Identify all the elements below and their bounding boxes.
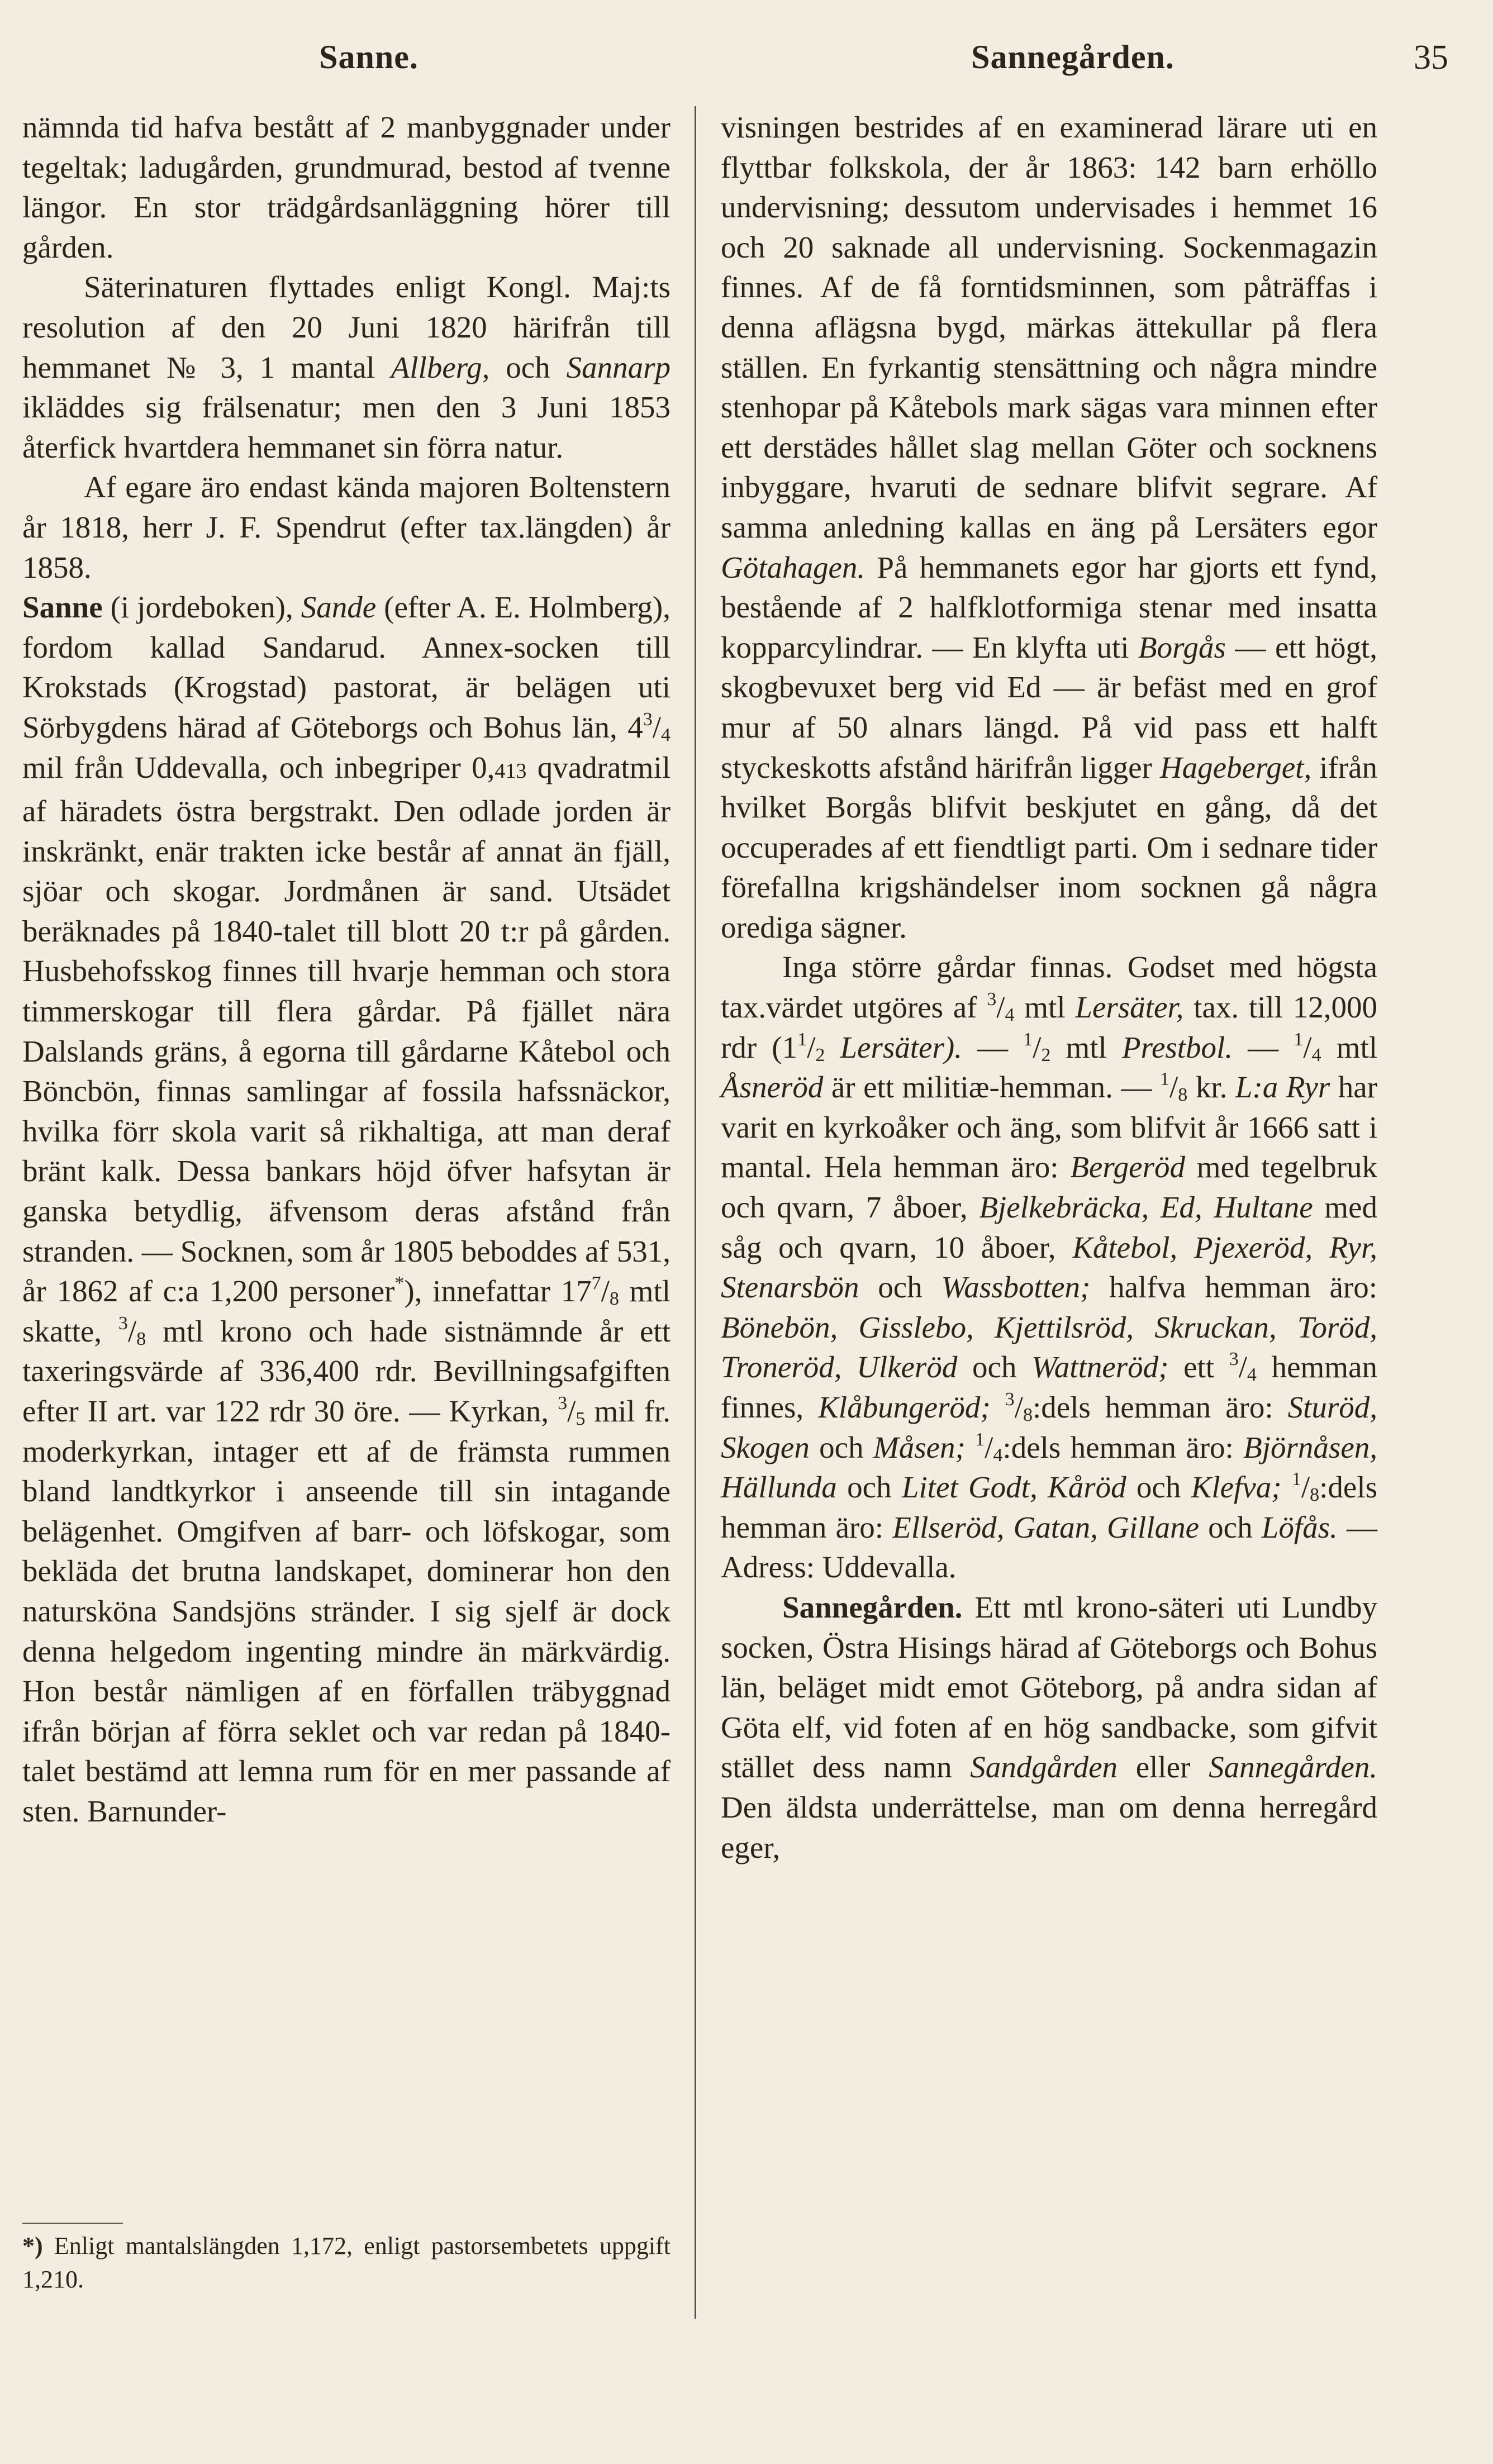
entry-sanne: Sanne (i jordeboken), Sande (efter A. E. Holmberg), fordom kallad Sandarud. Annex-socken till Krokstads (Krogstad) pastorat, är belägen uti Sörbygdens härad af Göteborgs och Bohus län, $4^3/_4$ mil från Uddevalla, och inbegriper 0,413 qvadratmil af häradets östra bergstrakt. Den odlade jorden är inskränkt, enär trakten icke består af annat än fjäll, sjöar och skogar. Jordmånen är sand. Utsädet beräknades på 1840-talet till blott 20 t:r på gården. Husbehofsskog finnes till hvarje hemman och stora timmerskogar till flera gårdar. På fjället nära Dalslands gräns, å egorna till gårdarne Kåtebol och Böncbön, finnas samlingar af fossila hafssnäckor, hvilka förr skola varit så rikhaltiga, att man deraf bränt kalk. Dessa bankars höjd öfver hafsytan är ganska betydlig, äfvensom deras afstånd från stranden. — Socknen, som år 1805 beboddes af 531, år 1862 af c:a 1,200 personer*), innefattar $17^7/_8$ mtl skatte, $^3/_8$ mtl krono och hade sistnämnde år ett taxeringsvärde af 336,400 rdr. Bevillningsafgiften efter II art. var 122 rdr 30 öre. — Kyrkan, $^3/_5$ mil fr. moderkyrkan, intager ett af de främsta rummen bland landtkyrkor i anseende till sin intagande belägenhet. Omgifven af barr- och löfskogar, som bekläda det brutna landskapet, dominerar hon den naturskönа Sandsjöns stränder. I sig sjelf är dock denna helgedom ingenting mindre än märkvärdig. Hon består nämligen af en förfallen träbyggnad ifrån början af förra seklet och var redan på 1840-talet bestämd att lemna rum för en mer passande af sten. Barnunder-: [22, 590, 671, 1828]
left-running-title: Sanne.: [319, 39, 419, 75]
footnote-marker: *: [394, 1273, 405, 1294]
running-header: [22, 32, 1471, 83]
right-column: [721, 107, 1377, 1867]
paragraph: Inga större gårdar finnas. Godset med högsta tax.värdet utgöres af $^3/_4$ mtl Lersäter, tax. till 12,000 rdr ($1^1/_2$ Lersäter). — $^1/_2$ mtl Prestbol. — $^1/_4$ mtl Åsneröd är ett militiæ-hemman. — $^1/_8$ kr. L:a Ryr har varit en kyrkoåker och äng, som blifvit år 1666 satt i mantal. Hela hemman äro: Bergeröd med tegelbruk och qvarn, 7 åboer, Bjelkebräcka, Ed, Hultane med såg och qvarn, 10 åboer, Kåtebol, Pjexeröd, Ryr, Stenarsbön och Wassbotten; halfva hemman äro: Bönebön, Gisslebo, Kjettilsröd, Skruckan, Toröd, Troneröd, Ulkeröd och Wattneröd; ett $^3/_4$ hemman finnes, Klåbungeröd; $^3/_8:dels$ hemman äro: Sturöd, Skogen och Måsen; $^1/_4:dels$ hemman äro: Björnåsen, Hällunda och Litet Godt, Kåröd och Klefva; $^1/_8:dels$ hemman äro: Ellseröd, Gatan, Gillane och Löfås. — Adress: Uddevalla.: [721, 950, 1378, 1585]
footnote-rule: [22, 2223, 123, 2224]
paragraph: Af egare äro endast kända majoren Boltenstern år 1818, herr J. F. Spendrut (efter tax.längden) år 1858.: [22, 470, 671, 584]
entry-heading: Sanne: [22, 590, 103, 625]
footnote: *) Enligt mantalslängden 1,172, enligt pastorsembetets uppgift 1,210.: [22, 2232, 671, 2293]
column-divider: [695, 106, 696, 2319]
entry-sannegarden: Sannegården. Ett mtl krono-säteri uti Lundby socken, Östra Hisings härad af Göteborgs och Bohus län, beläget midt emot Göteborg, på andra sidan af Göta elf, vid foten af en hög sandbacke, som gifvit stället dess namn Sandgården eller Sannegården. Den äldsta underrättelse, man om denna herregård eger,: [721, 1590, 1377, 1864]
right-running-title: Sannegården.: [971, 39, 1175, 75]
entry-heading: Sannegården.: [782, 1590, 963, 1624]
paragraph: nämnda tid hafva bestått af 2 manbyggnader under tegeltak; ladugården, grundmurad, bestod af tvenne längor. En stor trädgårdsanläggning hörer till gården.: [22, 110, 671, 264]
paragraph: Säterinaturen flyttades enligt Kongl. Maj:ts resolution af den 20 Juni 1820 härifrån till hemmanet № 3, 1 mantal Allberg, och Sannarp ikläddes sig frälsenatur; men den 3 Juni 1853 återfick hvartdera hemmanet sin förra natur.: [22, 270, 671, 464]
paragraph: visningen bestrides af en examinerad lärare uti en flyttbar folkskola, der år 1863: 142 barn erhöllo undervisning; dessutom undervisades i hemmet 16 och 20 saknade all undervisning. Sockenmagazin finnes. Af de få forntidsminnen, som påträffas i denna aflägsna bygd, märkas ättekullar på flera ställen. En fyrkantig stensättning och några mindre stenhopar på Kåtebols mark sägas vara minnen efter ett derstädes hållet slag mellan Göter och socknens inbyggare, hvaruti de sednare blifvit segrare. Af samma anledning kallas en äng på Lersäters egor Götahagen. På hemmanets egor har gjorts ett fynd, bestående af 2 halfklotformiga stenar med insatta kopparcylindrar. — En klyfta uti Borgås — ett högt, skogbevuxet berg vid Ed — är befäst med en grof mur af 50 alnars längd. På vid pass ett halft styckeskotts afstånd härifrån ligger Hageberget, ifrån hvilket Borgås blifvit beskjutet en gång, då det occuperades af ett fiendtligt parti. Om i sednare tider förefallna krigshändelser inom socknen gå några orediga sägner.: [721, 110, 1377, 944]
left-column: [22, 107, 671, 1832]
page-number: 35: [1414, 39, 1448, 77]
